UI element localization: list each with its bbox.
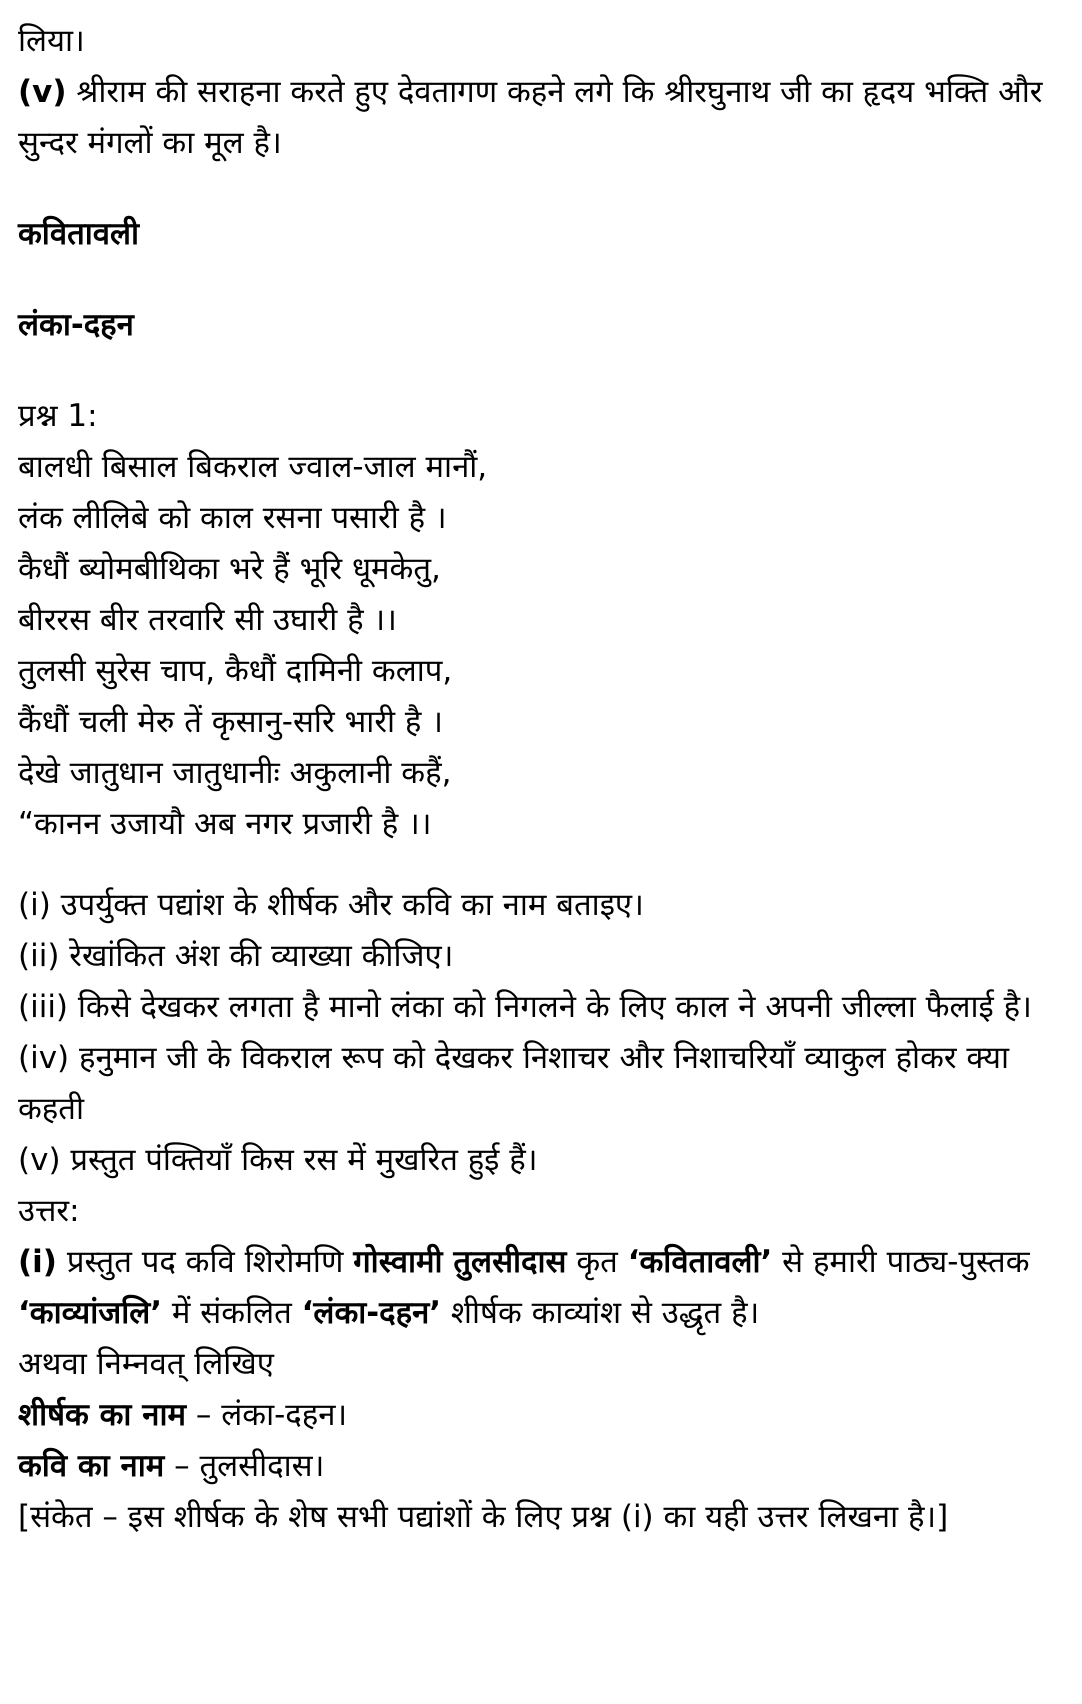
textbook-name: ‘काव्यांजलि’ [18, 1295, 163, 1331]
poem-line: बीररस बीर तरवारि सी उघारी है ।। [18, 602, 397, 638]
answer-i [18, 1237, 1062, 1339]
previous-answer-v [18, 67, 1062, 169]
answer-text: प्रस्तुत पद कवि शिरोमणि [56, 1244, 354, 1280]
poem-line: बालधी बिसाल बिकराल ज्वाल-जाल मानौं, [18, 449, 488, 485]
question-item: (i) उपर्युक्त पद्यांश के शीर्षक और कवि का नाम बताइए। [18, 887, 644, 923]
question-list [18, 880, 1062, 1186]
question-item: (iv) हनुमान जी के विकराल रूप को देखकर निशाचर और निशाचरियाँ व्याकुल होकर क्या कहती [18, 1040, 1010, 1127]
poem-line: तुलसी सुरेस चाप, कैधौं दामिनी कलाप, [18, 653, 453, 689]
poem-line: कैधौं ब्योमबीथिका भरे हैं भूरि धूमकेतु, [18, 551, 441, 587]
hint-note: [संकेत – इस शीर्षक के शेष सभी पद्यांशों के लिए प्रश्न (i) का यही उत्तर लिखना है।] [18, 1499, 949, 1535]
question-label: प्रश्न 1: [18, 398, 98, 434]
answer-text: में संकलित [162, 1295, 302, 1331]
question-item: (v) प्रस्तुत पंक्तियाँ किस रस में मुखरित हुई हैं। [18, 1142, 538, 1178]
poet-name: गोस्वामी तुलसीदास [353, 1244, 567, 1280]
poet-row [18, 1441, 1062, 1492]
intro-tail: लिया। [18, 23, 85, 59]
answer-text: से हमारी पाठ्य-पुस्तक [772, 1244, 1030, 1280]
title-value: – लंका-दहन। [186, 1397, 348, 1433]
answer-text: कृत [566, 1244, 628, 1280]
answer-text: शीर्षक काव्यांश से उद्धृत है। [441, 1295, 760, 1331]
answer-number: (i) [18, 1244, 57, 1280]
poem [18, 442, 1062, 850]
subsection-title: लंका-दहन [18, 307, 134, 343]
title-label: शीर्षक का नाम [18, 1397, 187, 1433]
answer-number: (v) [18, 74, 67, 110]
poem-line: कैंधौं चली मेरु तें कृसानु-सरि भारी है । [18, 704, 443, 740]
question-item: (iii) किसे देखकर लगता है मानो लंका को निगलने के लिए काल ने अपनी जील्ला फैलाई है। [18, 989, 1032, 1025]
poem-line: लंक लीलिबे को काल रसना पसारी है । [18, 500, 447, 536]
section-title: कवितावली [18, 216, 140, 252]
question-item: (ii) रेखांकित अंश की व्याख्या कीजिए। [18, 938, 454, 974]
book-name: ‘कवितावली’ [627, 1244, 773, 1280]
poem-line: देखे जातुधान जातुधानीः अकुलानी कहैं, [18, 755, 452, 791]
poem-line: “कानन उजायौ अब नगर प्रजारी है ।। [18, 806, 432, 842]
chapter-name: ‘लंका-दहन’ [301, 1295, 442, 1331]
poet-label: कवि का नाम [18, 1448, 165, 1484]
alternative-instruction: अथवा निम्नवत् लिखिए [18, 1346, 274, 1382]
poet-value: – तुलसीदास। [164, 1448, 325, 1484]
answer-text: श्रीराम की सराहना करते हुए देवतागण कहने लगे कि श्रीरघुनाथ जी का हृदय भक्ति और सुन्दर मंगलों का मूल है। [18, 74, 1043, 161]
title-row [18, 1390, 1062, 1441]
answer-label: उत्तर: [18, 1193, 80, 1229]
